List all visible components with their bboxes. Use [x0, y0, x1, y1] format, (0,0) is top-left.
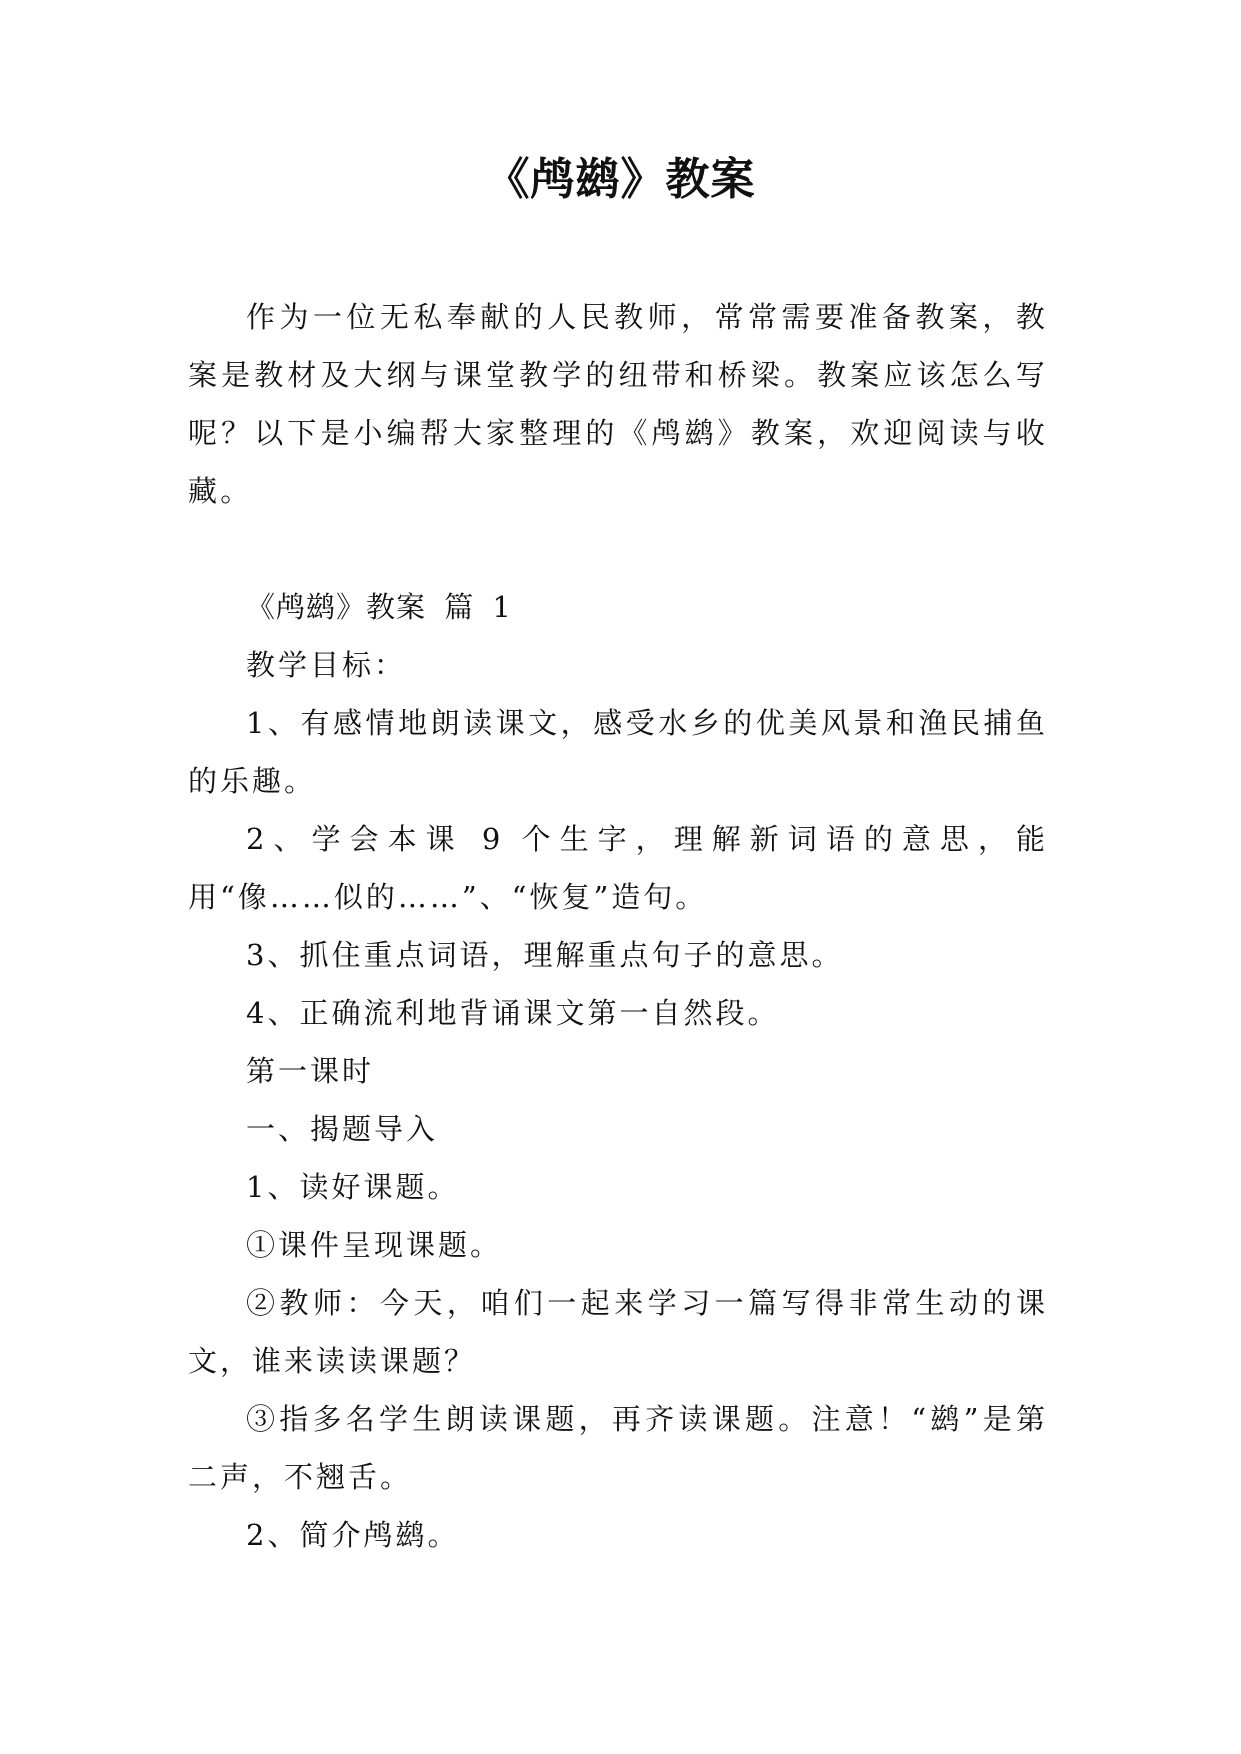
paragraph-step-1: ①课件呈现课题。: [246, 1228, 503, 1262]
paragraph-goal-1: 1、有感情地朗读课文，感受水乡的优美风景和渔民捕鱼的乐趣。: [188, 706, 1048, 798]
document-title: 《鸬鹚》教案: [485, 154, 756, 205]
intro-paragraph: 作为一位无私奉献的人民教师，常常需要准备教案，教案是教材及大纲与课堂教学的纽带和桥梁。教案应该怎么写呢？以下是小编帮大家整理的《鸬鹚》教案，欢迎阅读与收藏。: [188, 300, 1048, 508]
paragraph-goal-2: 2、学会本课 9 个生字，理解新词语的意思，能用“像……似的……”、“恢复”造句。: [188, 822, 1048, 914]
paragraph-goal-3: 3、抓住重点词语，理解重点句子的意思。: [246, 938, 844, 972]
document-body: [188, 578, 1048, 1564]
paragraph-read-title: 1、读好课题。: [246, 1170, 460, 1204]
paragraph-intro-step: 一、揭题导入: [246, 1112, 439, 1146]
paragraph-first-lesson: 第一课时: [246, 1054, 375, 1088]
paragraph-introduce-cormorant: 2、简介鸬鹚。: [246, 1518, 460, 1552]
paragraph-goal-4: 4、正确流利地背诵课文第一自然段。: [246, 996, 780, 1030]
paragraph-step-3: ③指多名学生朗读课题，再齐读课题。注意！“鹚”是第二声，不翘舌。: [188, 1402, 1048, 1494]
section-heading: 《鸬鹚》教案 篇 1: [246, 590, 512, 624]
paragraph-step-2: ②教师：今天，咱们一起来学习一篇写得非常生动的课文，谁来读读课题？: [188, 1286, 1048, 1378]
paragraph-teaching-goals: 教学目标：: [246, 648, 407, 682]
